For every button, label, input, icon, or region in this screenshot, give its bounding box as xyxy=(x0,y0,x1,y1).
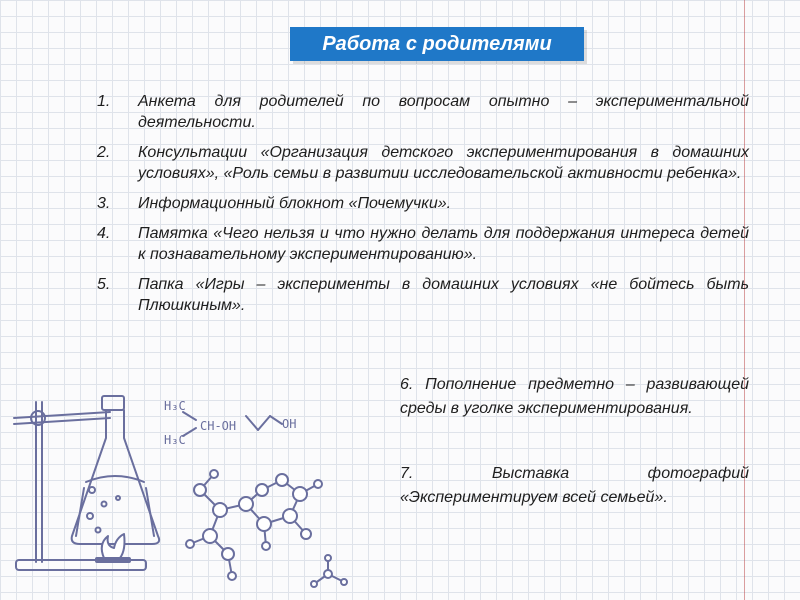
list-item xyxy=(97,91,749,133)
list-item-text: Информационный блокнот «Почемучки». xyxy=(138,195,452,212)
flask-stand-icon xyxy=(14,396,159,570)
list-item xyxy=(97,142,749,184)
formula-oh: OH xyxy=(282,417,297,431)
side-item-6: 6. Пополнение предметно – развивающей среды в уголке экспериментирования. xyxy=(400,376,749,417)
list-item-text: Анкета для родителей по вопросам опытно – экспериментальной деятельности. xyxy=(138,93,749,131)
side-item-7: 7. Выставка фотографий «Экспериментируем всей семьей». xyxy=(400,465,749,506)
list-item xyxy=(97,223,749,265)
list-item-number: 1. xyxy=(97,93,111,110)
list-item xyxy=(97,193,749,214)
list-item-number: 3. xyxy=(97,195,111,212)
list-item xyxy=(97,274,749,316)
list-item-number: 4. xyxy=(97,225,111,242)
list-item-text: Папка «Игры – эксперименты в домашних условиях «не бойтесь быть Плюшкиным». xyxy=(138,276,749,314)
list-item-text: Памятка «Чего нельзя и что нужно делать для поддержания интереса детей к познавательному экспериментированию». xyxy=(138,225,749,263)
list-item-number: 5. xyxy=(97,276,111,293)
formula-h3c-top: H₃C xyxy=(164,399,186,413)
formula-ch-oh: CH-OH xyxy=(200,419,237,433)
list-item-text: Консультации «Организация детского экспериментирования в домашних условиях», «Роль семьи в развитии исследовательской активности ребенка». xyxy=(138,144,749,182)
chemistry-illustration xyxy=(0,340,400,600)
list-item-number: 2. xyxy=(97,144,111,161)
numbered-list xyxy=(97,91,749,325)
page-title: Работа с родителями xyxy=(290,27,584,61)
formula-h3c-bottom: H₃C xyxy=(164,433,186,447)
